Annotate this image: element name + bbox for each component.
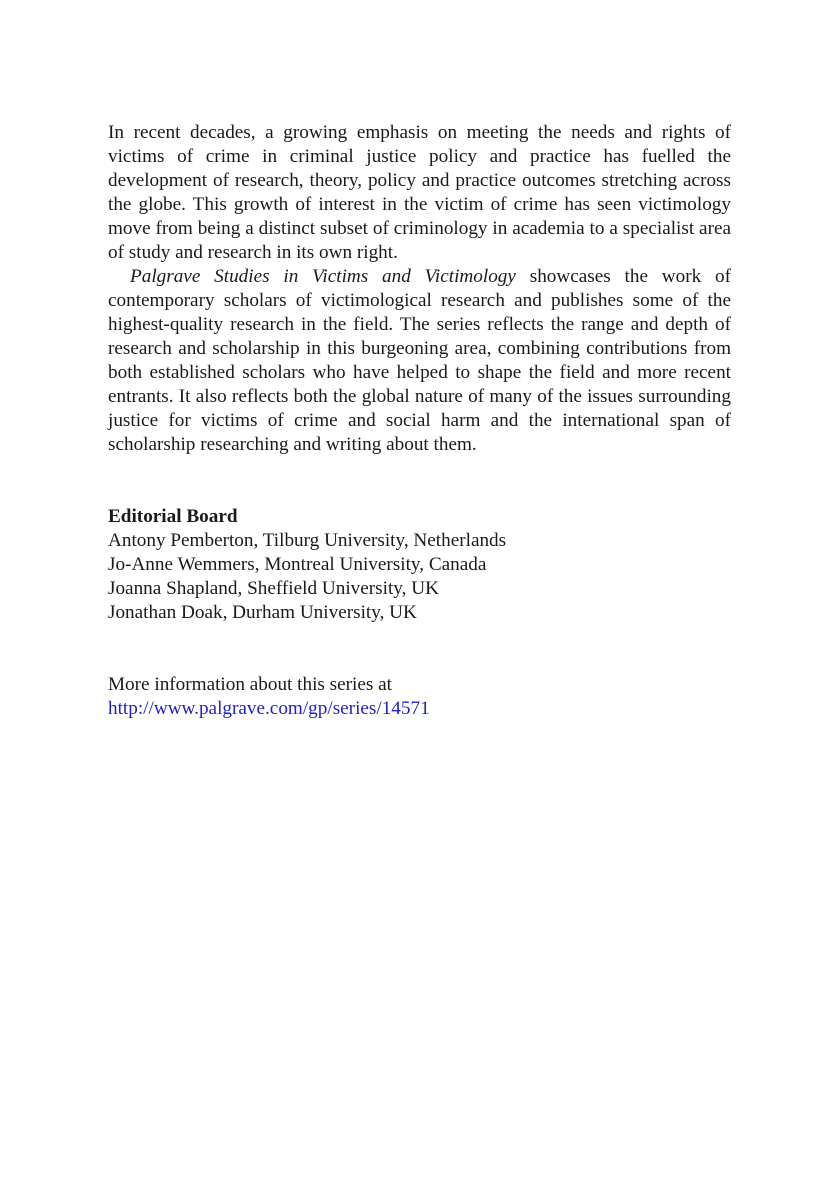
editorial-board-member: Joanna Shapland, Sheffield University, UK: [108, 578, 439, 599]
editorial-board-member: Jo-Anne Wemmers, Montreal University, Canada: [108, 554, 487, 575]
editorial-board-list: [108, 529, 731, 625]
description-paragraph-1: In recent decades, a growing emphasis on meeting the needs and rights of victims of crime in criminal justice policy and practice has fuelled the development of research, theory, policy and practice outcomes stretching across the globe. This growth of interest in the victim of crime has seen victimology move from being a distinct subset of criminology in academia to a specialist area of study and research in its own right.: [108, 122, 731, 263]
more-info-text: More information about this series at: [108, 674, 393, 695]
editorial-board-member: Jonathan Doak, Durham University, UK: [108, 602, 417, 623]
description-paragraph-2-body: showcases the work of contemporary scholars of victimological research and publishes some of the highest-quality research in the field. The series reflects the range and depth of research and scholarship in this burgeoning area, combining contributions from both established scholars who have helped to shape the field and more recent entrants. It also reflects both the global nature of many of the issues surrounding justice for victims of crime and social harm and the international span of scholarship researching and writing about them.: [108, 266, 731, 455]
more-info: [108, 673, 731, 721]
editorial-board-member: Antony Pemberton, Tilburg University, Netherlands: [108, 530, 507, 551]
series-link[interactable]: http://www.palgrave.com/gp/series/14571: [108, 698, 430, 719]
series-title: Palgrave Studies in Victims and Victimology: [130, 266, 516, 287]
series-description: [108, 121, 731, 457]
description-paragraph-2: [108, 265, 731, 457]
editorial-board: [108, 505, 731, 625]
editorial-board-heading: Editorial Board: [108, 506, 238, 527]
